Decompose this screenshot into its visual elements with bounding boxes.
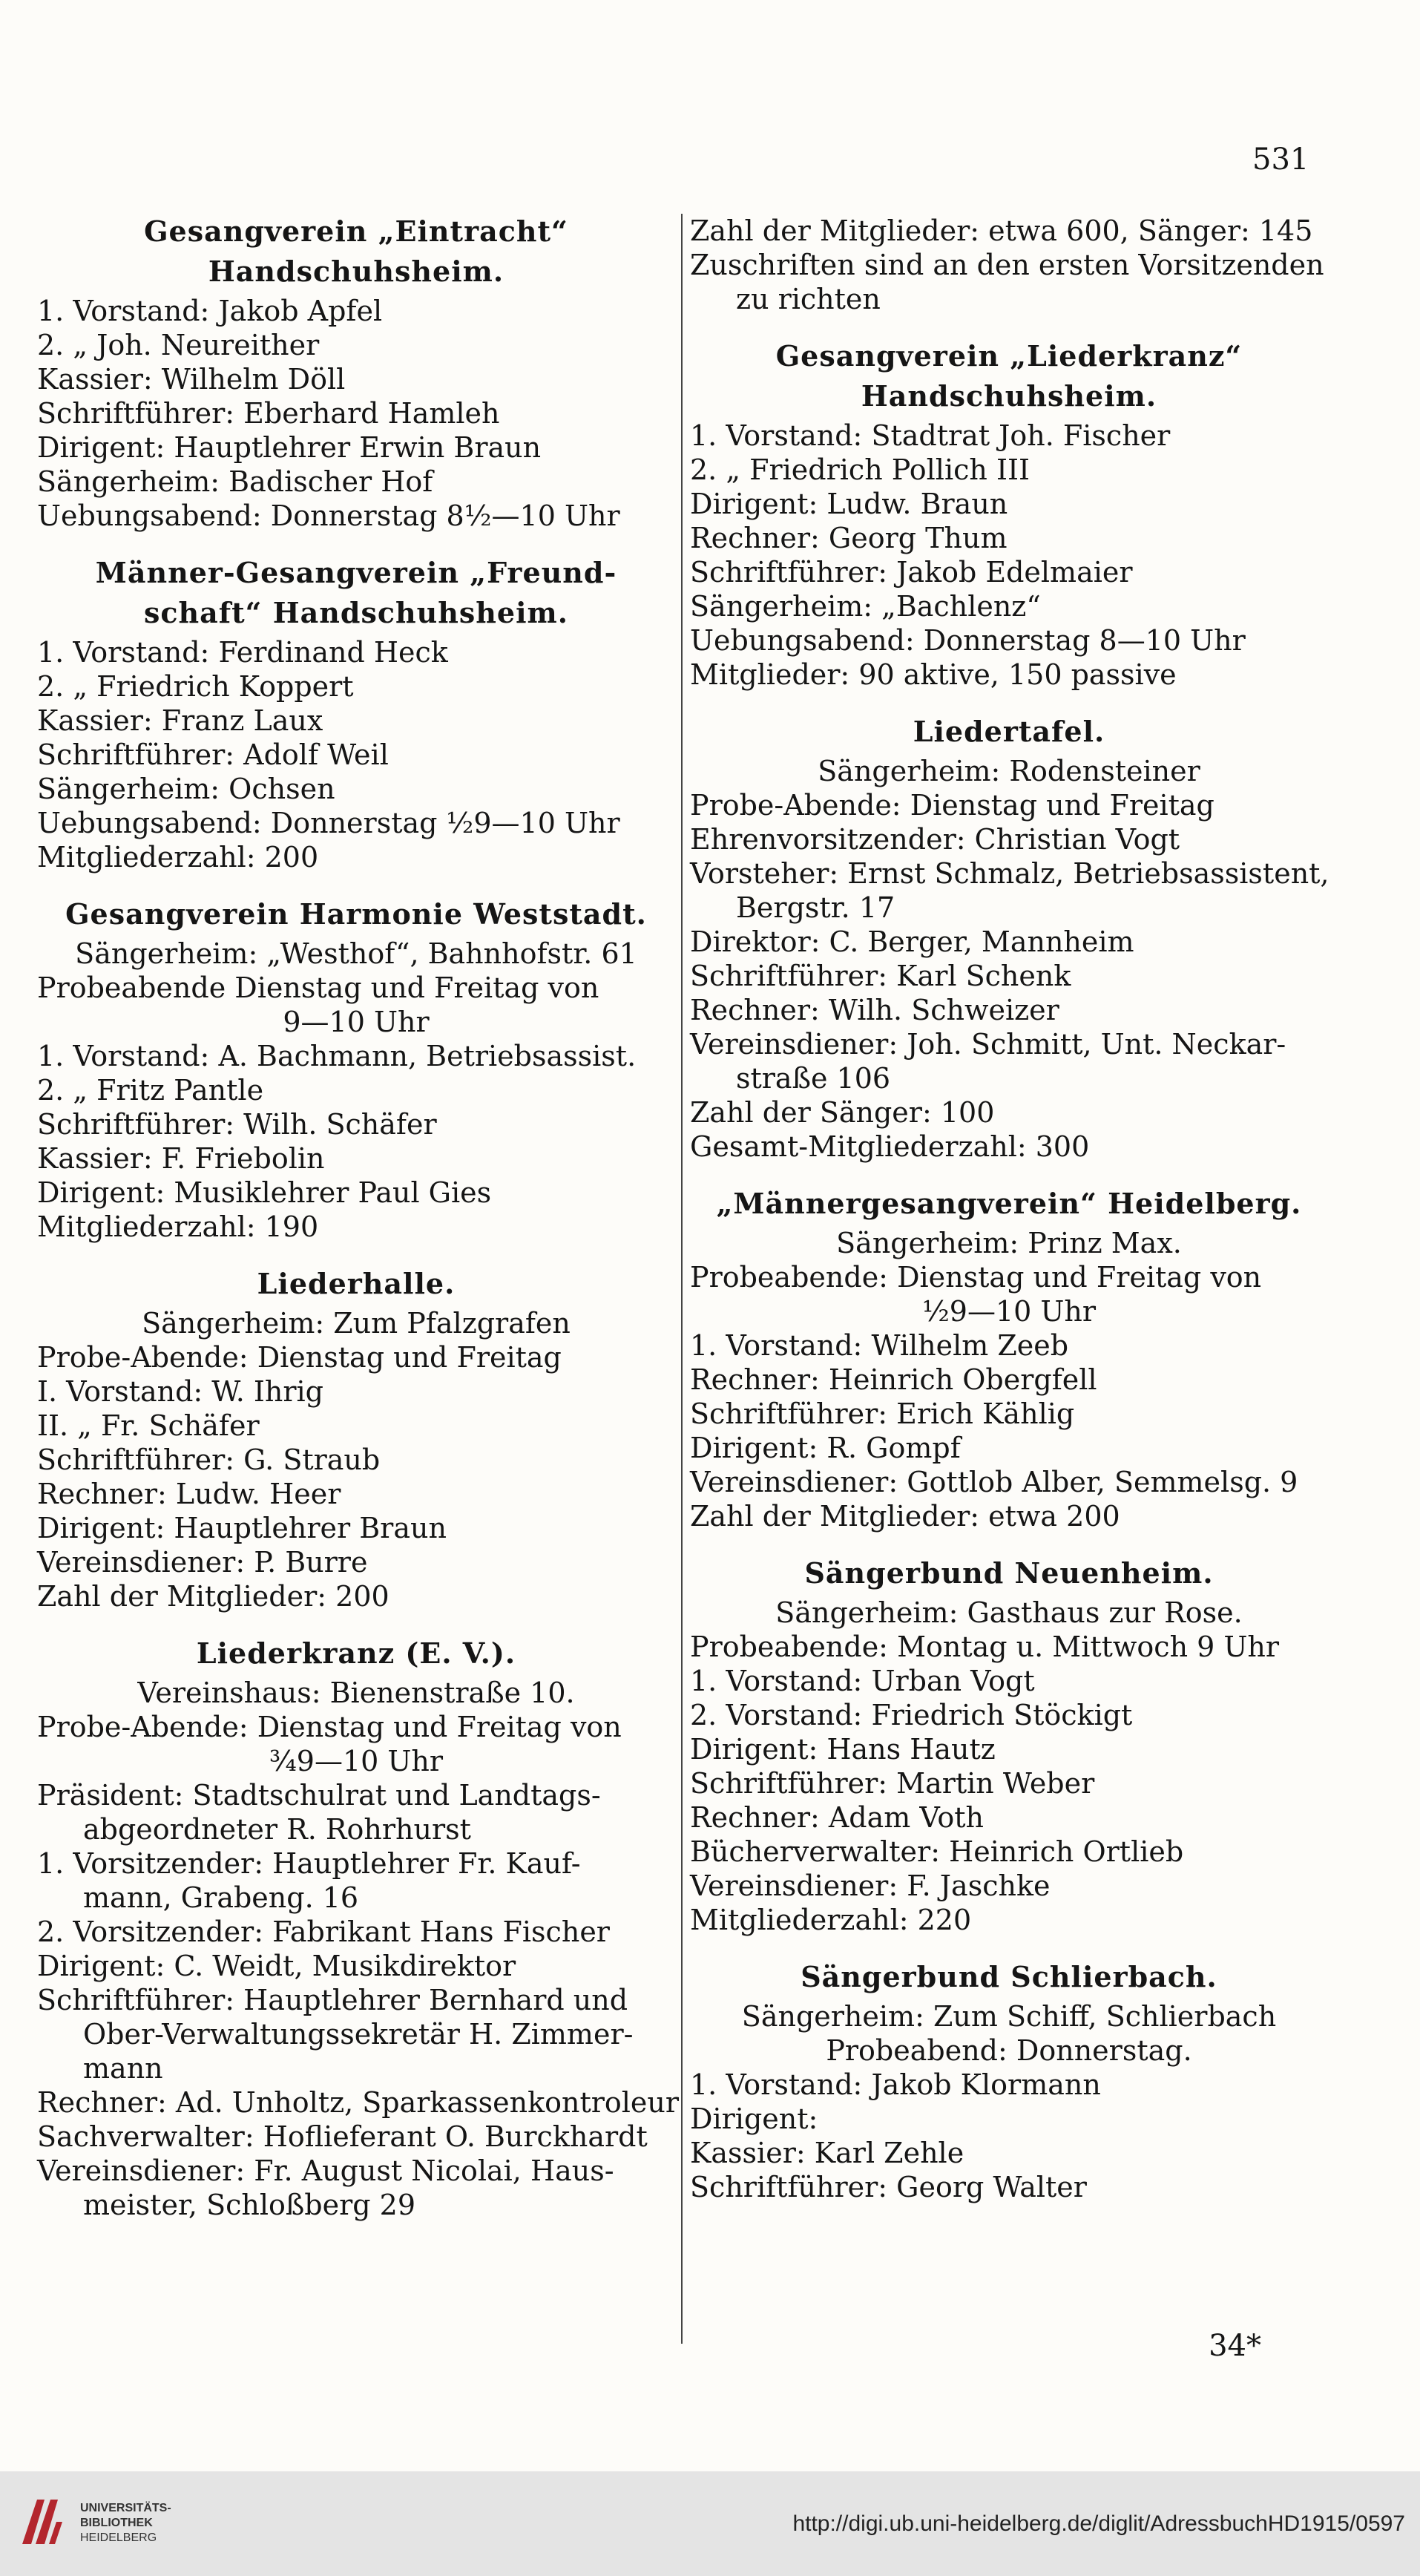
entry-line: meister, Schloßberg 29: [83, 2189, 416, 2221]
entry-line: Probe-Abende: Dienstag und Freitag von: [37, 1711, 622, 1743]
entry-line: Sängerheim: Zum Pfalzgrafen: [142, 1307, 571, 1340]
entry-line: 1. Vorstand: A. Bachmann, Betriebsassist.: [37, 1040, 637, 1072]
entry-line: 9—10 Uhr: [283, 1006, 430, 1038]
entry-title: Liederhalle.: [257, 1267, 456, 1300]
entry-title: Liedertafel.: [913, 715, 1105, 748]
entry-line: Sachverwalter: Hoflieferant O. Burckhardt: [37, 2120, 648, 2153]
entry-line: Vorsteher: Ernst Schmalz, Betriebsassistent,: [690, 857, 1329, 890]
entry-line: Zahl der Mitglieder: etwa 200: [690, 1500, 1120, 1533]
library-line-1: UNIVERSITÄTS-: [80, 2502, 171, 2514]
entry-title: Handschuhsheim.: [861, 379, 1157, 413]
entry-line: Dirigent: Ludw. Braun: [690, 488, 1008, 520]
entry-line: Uebungsabend: Donnerstag 8—10 Uhr: [690, 624, 1246, 657]
entry-line: 2. „ Friedrich Pollich III: [690, 453, 1030, 486]
entry-line: 1. Vorstand: Ferdinand Heck: [37, 636, 448, 669]
directory-entry: [690, 1556, 1328, 1937]
entry-line: Sängerheim: Zum Schiff, Schlierbach: [741, 2000, 1277, 2033]
entry-line: Kassier: Wilhelm Döll: [37, 363, 346, 396]
directory-entry: [37, 897, 675, 1244]
entry-line: Zahl der Sänger: 100: [690, 1096, 995, 1129]
entry-line: Sängerheim: Badischer Hof: [37, 465, 433, 498]
entry-title: Männer-Gesangverein „Freund-: [95, 556, 617, 589]
entry-line: 1. Vorstand: Wilhelm Zeeb: [690, 1329, 1069, 1362]
entry-line: Schriftführer: Martin Weber: [690, 1767, 1095, 1800]
entry-title: Sängerbund Schlierbach.: [801, 1960, 1217, 1993]
entry-line: Kassier: Franz Laux: [37, 704, 323, 737]
library-line-2: BIBLIOTHEK: [80, 2517, 153, 2529]
entry-title: Gesangverein „Eintracht“: [144, 214, 568, 248]
entry-title: Liederkranz (E. V.).: [196, 1636, 516, 1670]
entry-line: Sängerheim: Prinz Max.: [836, 1227, 1182, 1259]
entry-line: Bergstr. 17: [736, 891, 895, 924]
entry-line: Rechner: Ad. Unholtz, Sparkassenkontroleur: [37, 2086, 680, 2119]
directory-entry: [690, 1186, 1328, 1533]
entry-line: Schriftführer: Adolf Weil: [37, 738, 389, 771]
entry-line: 2. Vorstand: Friedrich Stöckigt: [690, 1699, 1133, 1731]
entry-line: Dirigent: Hans Hautz: [690, 1733, 996, 1766]
entry-line: Rechner: Adam Voth: [690, 1801, 984, 1834]
directory-entry: [37, 555, 675, 874]
entry-line: Schriftführer: Erich Kählig: [690, 1397, 1075, 1430]
entry-title: Gesangverein „Liederkranz“: [775, 339, 1243, 373]
entry-line: 1. Vorsitzender: Hauptlehrer Fr. Kauf-: [37, 1847, 581, 1880]
entry-line: Kassier: F. Friebolin: [37, 1142, 325, 1175]
entry-line: Schriftführer: Wilh. Schäfer: [37, 1108, 437, 1141]
library-logo-icon: [15, 2492, 67, 2552]
entry-line: Schriftführer: Hauptlehrer Bernhard und: [37, 1984, 628, 2016]
entry-line: zu richten: [736, 283, 881, 315]
entry-line: Ehrenvorsitzender: Christian Vogt: [690, 823, 1180, 856]
right-column: [690, 214, 1328, 2226]
entry-title: Handschuhsheim.: [208, 255, 504, 288]
entry-line: ½9—10 Uhr: [921, 1295, 1097, 1328]
entry-line: Probeabend: Donnerstag.: [826, 2034, 1192, 2067]
library-name: [80, 2501, 171, 2546]
directory-entry: [690, 214, 1328, 316]
entry-line: Zuschriften sind an den ersten Vorsitzenden: [690, 249, 1324, 281]
entry-line: Dirigent: C. Weidt, Musikdirektor: [37, 1950, 516, 1982]
directory-entry: [37, 1636, 680, 2222]
entry-line: 1. Vorstand: Jakob Klormann: [690, 2068, 1101, 2101]
page-number: 531: [1252, 142, 1309, 177]
entry-line: Ober-Verwaltungssekretär H. Zimmer-: [83, 2018, 634, 2051]
entry-line: Uebungsabend: Donnerstag ½9—10 Uhr: [37, 807, 620, 839]
entry-line: Vereinsdiener: F. Jaschke: [690, 1869, 1051, 1902]
signature-mark: 34*: [1209, 2329, 1261, 2363]
entry-line: Sängerheim: Rodensteiner: [818, 755, 1200, 787]
entry-line: Zahl der Mitglieder: etwa 600, Sänger: 145: [690, 214, 1313, 247]
entry-line: ¾9—10 Uhr: [269, 1745, 444, 1777]
entry-line: Gesamt-Mitgliederzahl: 300: [690, 1130, 1090, 1163]
entry-line: Präsident: Stadtschulrat und Landtags-: [37, 1779, 601, 1812]
entry-line: Rechner: Heinrich Obergfell: [690, 1363, 1097, 1396]
entry-line: 1. Vorstand: Urban Vogt: [690, 1665, 1035, 1697]
entry-line: Sängerheim: Gasthaus zur Rose.: [775, 1596, 1243, 1629]
entry-line: Mitgliederzahl: 220: [690, 1904, 972, 1936]
entry-line: Schriftführer: Karl Schenk: [690, 960, 1071, 992]
directory-entry: [690, 714, 1328, 1164]
entry-line: Uebungsabend: Donnerstag 8½—10 Uhr: [37, 499, 620, 532]
entry-line: Mitglieder: 90 aktive, 150 passive: [690, 658, 1177, 691]
entry-line: 2. Vorsitzender: Fabrikant Hans Fischer: [37, 1915, 610, 1948]
entry-line: Vereinsdiener: P. Burre: [37, 1546, 368, 1579]
source-url-link[interactable]: http://digi.ub.uni-heidelberg.de/diglit/AdressbuchHD1915/0597: [792, 2511, 1405, 2536]
entry-line: Probe-Abende: Dienstag und Freitag: [37, 1341, 562, 1374]
entry-line: I. Vorstand: W. Ihrig: [37, 1375, 323, 1408]
entry-line: Direktor: C. Berger, Mannheim: [690, 925, 1134, 958]
entry-line: Vereinsdiener: Joh. Schmitt, Unt. Neckar-: [690, 1028, 1286, 1061]
entry-line: Sängerheim: Ochsen: [37, 773, 335, 805]
entry-line: abgeordneter R. Rohrhurst: [83, 1813, 471, 1846]
entry-line: Schriftführer: Eberhard Hamleh: [37, 397, 500, 430]
directory-entry: [37, 1266, 675, 1613]
entry-title: „Männergesangverein“ Heidelberg.: [716, 1187, 1302, 1220]
entry-line: Rechner: Wilh. Schweizer: [690, 994, 1059, 1026]
entry-title: schaft“ Handschuhsheim.: [144, 596, 568, 629]
entry-line: Schriftführer: Georg Walter: [690, 2171, 1087, 2203]
entry-line: Rechner: Georg Thum: [690, 522, 1008, 554]
entry-line: Rechner: Ludw. Heer: [37, 1478, 341, 1510]
entry-line: 1. Vorstand: Jakob Apfel: [37, 295, 383, 327]
entry-line: Zahl der Mitglieder: 200: [37, 1580, 389, 1613]
entry-line: Sängerheim: „Bachlenz“: [690, 590, 1041, 623]
entry-line: Vereinsdiener: Fr. August Nicolai, Haus-: [37, 2154, 614, 2187]
entry-line: Schriftführer: G. Straub: [37, 1443, 381, 1476]
entry-title: Gesangverein Harmonie Weststadt.: [65, 897, 647, 931]
entry-line: Dirigent: R. Gompf: [690, 1432, 961, 1464]
entry-line: 2. „ Fritz Pantle: [37, 1074, 264, 1107]
entry-line: mann, Grabeng. 16: [83, 1881, 359, 1914]
entry-line: straße 106: [736, 1062, 891, 1095]
left-column: [37, 214, 680, 2244]
entry-line: 2. „ Friedrich Koppert: [37, 670, 354, 703]
directory-entry: [37, 214, 675, 533]
directory-entry: [690, 1959, 1328, 2204]
footer-bar: [0, 2471, 1420, 2576]
entry-line: Probeabende: Dienstag und Freitag von: [690, 1261, 1262, 1294]
entry-line: 1. Vorstand: Stadtrat Joh. Fischer: [690, 419, 1171, 452]
entry-line: Probeabende: Montag u. Mittwoch 9 Uhr: [690, 1631, 1280, 1663]
entry-line: Probe-Abende: Dienstag und Freitag: [690, 789, 1214, 822]
entry-line: Dirigent:: [690, 2103, 818, 2135]
entry-title: Sängerbund Neuenheim.: [804, 1556, 1214, 1590]
entry-line: Bücherverwalter: Heinrich Ortlieb: [690, 1835, 1184, 1868]
library-line-3: HEIDELBERG: [80, 2531, 157, 2544]
entry-line: Probeabende Dienstag und Freitag von: [37, 971, 599, 1004]
column-divider: [681, 214, 683, 2344]
entry-line: Dirigent: Musiklehrer Paul Gies: [37, 1176, 492, 1209]
directory-entry: [690, 338, 1328, 692]
entry-line: 2. „ Joh. Neureither: [37, 329, 320, 361]
entry-line: Sängerheim: „Westhof“, Bahnhofstr. 61: [75, 937, 637, 970]
entry-line: Mitgliederzahl: 200: [37, 841, 319, 874]
entry-line: Kassier: Karl Zehle: [690, 2137, 964, 2169]
entry-line: Dirigent: Hauptlehrer Erwin Braun: [37, 431, 542, 464]
entry-line: Vereinsdiener: Gottlob Alber, Semmelsg. 9: [690, 1466, 1298, 1498]
entry-line: mann: [83, 2052, 163, 2085]
entry-line: Dirigent: Hauptlehrer Braun: [37, 1512, 447, 1544]
entry-line: Vereinshaus: Bienenstraße 10.: [137, 1677, 575, 1709]
entry-line: Schriftführer: Jakob Edelmaier: [690, 556, 1133, 589]
entry-line: II. „ Fr. Schäfer: [37, 1409, 260, 1442]
entry-line: Mitgliederzahl: 190: [37, 1210, 319, 1243]
